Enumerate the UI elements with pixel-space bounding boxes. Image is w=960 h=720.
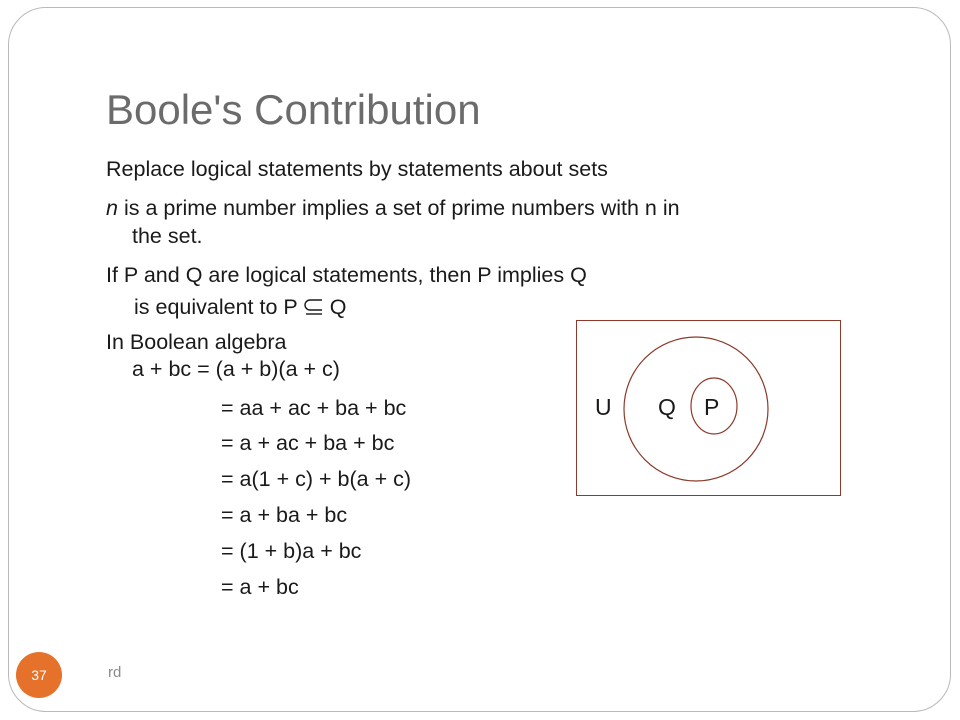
equation-line-5: = (1 + b)a + bc [221,539,362,563]
equation-line-2: = a + ac + ba + bc [221,431,395,455]
venn-label-p: P [704,394,720,420]
venn-outer-circle [624,337,768,481]
bullet-equivalent [134,295,346,320]
equation-line-4: = a + ba + bc [221,503,348,527]
bullet-prime-number-cont: the set. [132,224,203,248]
venn-label-q: Q [658,394,676,420]
variable-n: n [106,196,118,220]
equation-line-1: = aa + ac + ba + bc [221,396,407,420]
equivalent-q: Q [329,295,347,319]
bullet-replace-statements: Replace logical statements by statements about sets [106,157,608,181]
equation-line-6: = a + bc [221,575,299,599]
equivalent-text: is equivalent to P [134,295,298,319]
equation-line-0: a + bc = (a + b)(a + c) [132,357,340,381]
page-number-badge: 37 [16,652,62,698]
venn-label-u: U [595,394,612,420]
slide-title: Boole's Contribution [106,86,481,133]
bullet-logical-statements: If P and Q are logical statements, then P implies Q [106,263,587,287]
equation-line-3: = a(1 + c) + b(a + c) [221,467,412,491]
bullet-boolean-algebra: In Boolean algebra [106,330,287,354]
bullet-prime-number-text: is a prime number implies a set of prime numbers with n in [117,196,680,220]
footer-text: rd [108,664,122,681]
bullet-prime-number [106,196,680,221]
subset-icon [302,297,324,315]
venn-diagram [576,320,841,496]
